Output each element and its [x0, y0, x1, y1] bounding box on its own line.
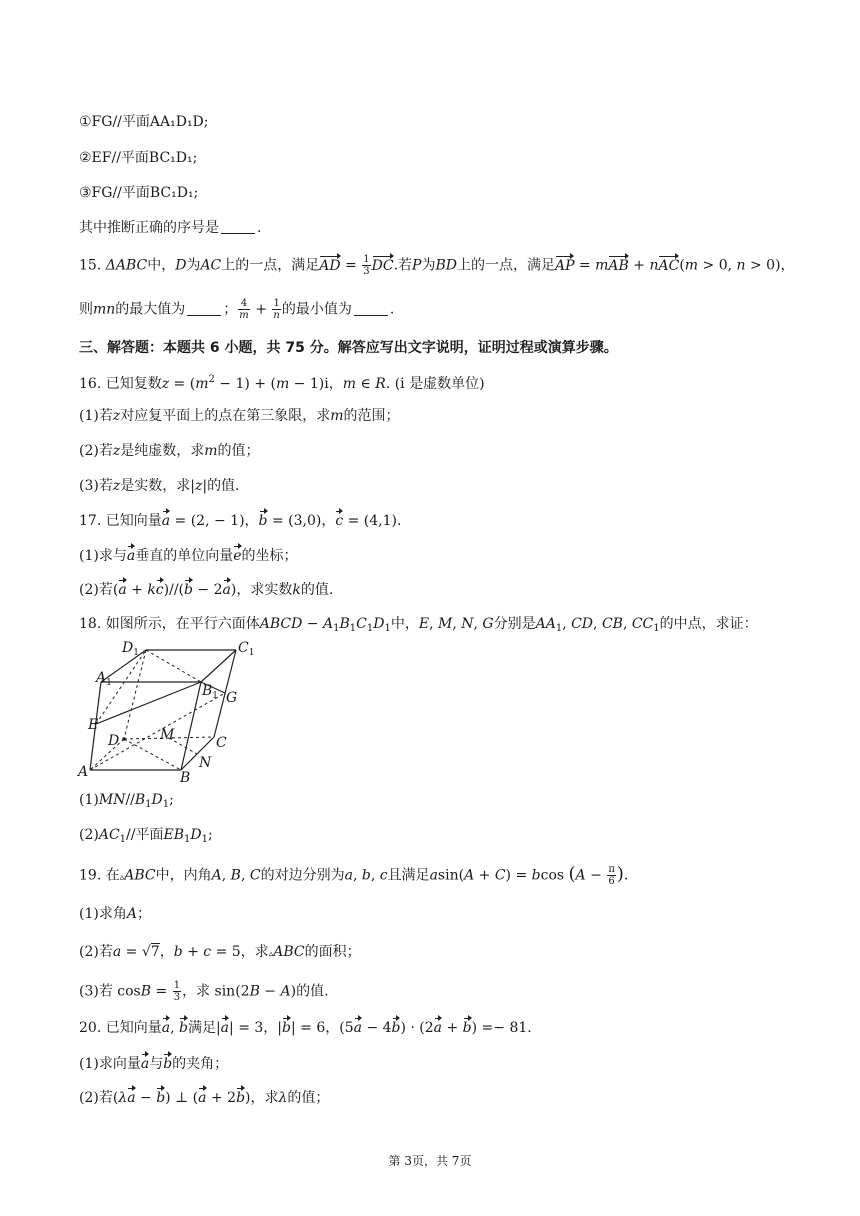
- svg-text:N: N: [199, 755, 212, 771]
- svg-text:D1: $D_1$: [122, 640, 139, 658]
- q14-prompt: 其中推断正确的序号是 .: [79, 220, 262, 236]
- q19-part-2: (2)若a = √7，b + c = 5，求▵ABC的面积；: [79, 944, 361, 960]
- q16-stem: 16. 已知复数$z = (m^2 - 1) + (m - 1)i$，m ∈ R. (i 是虚数单位): [79, 374, 485, 392]
- page-footer: 第 3页，共 7页: [388, 1154, 472, 1168]
- q19-part-3: (3)若 cosB = $\frac{1}{3}$ ，求 sin(2B − A)的值.: [79, 980, 329, 1003]
- svg-text:G: G: [226, 690, 238, 706]
- q14-item-3: ③FG//平面BC₁D₁;: [79, 185, 199, 201]
- answer-blank[interactable]: [221, 219, 255, 234]
- q18-part-1: $(1)MN//B_1D_1$;: [79, 792, 174, 810]
- q17-part-2: (2)若(a + kc)//(b − 2a)，求实数k的值.: [79, 582, 334, 598]
- q15-line-2: 则mn的最大值为 ； $\frac{4}{m}$ + $\frac{1}{n}$ 的最小值为 .: [79, 298, 395, 321]
- q18-part-2: $(2)AC_1//$平面$EB_1D_1$;: [79, 827, 213, 845]
- svg-text:E: E: [88, 717, 99, 733]
- svg-text:M: M: [160, 727, 175, 743]
- svg-text:C: C: [216, 735, 227, 751]
- q14-item-2: ②EF//平面BC₁D₁;: [79, 150, 198, 166]
- q17-part-1: (1)求与a垂直的单位向量e的坐标；: [79, 548, 298, 564]
- q16-part-1: (1)若z对应复平面上的点在第三象限，求m的范围；: [79, 408, 400, 424]
- answer-blank[interactable]: [354, 301, 388, 316]
- answer-blank[interactable]: [187, 301, 221, 316]
- svg-text:B1: $B_1$: [202, 683, 219, 701]
- q17-stem: 17. 已知向量a = (2, − 1)，b = (3,0)，c = (4,1).: [79, 513, 402, 529]
- svg-text:C1: $C_1$: [238, 640, 255, 658]
- parallelepiped-figure: [76, 636, 266, 784]
- q14-item-1: ①FG//平面AA₁D₁D;: [79, 114, 209, 130]
- svg-text:B: B: [180, 770, 191, 784]
- q15-line-1: 15. ΔABC中，D为AC上的一点，满足AD = $\frac{1}{3}$ DC.若P为BD上的一点，满足AP = mAB + nAC(m > 0, n > 0)，: [79, 254, 795, 277]
- q18-stem: 18. 如图所示，在平行六面体ABCD − $A_1B_1C_1D_1$中，E, M, N, G分别是$AA_1$, CD, CB, $CC_1$的中点，求证：: [79, 616, 758, 634]
- svg-text:A1: $A_1$: [96, 670, 112, 688]
- q20-part-1: (1)求向量a与b的夹角；: [79, 1056, 229, 1072]
- section-heading: 三、解答题：本题共 6 小题，共 75 分。解答应写出文字说明，证明过程或演算步骤。: [79, 340, 618, 356]
- q20-stem: 20. 已知向量a, b满足|a| = 3，|b| = 6，(5a − 4b) · (2a + b) =− 81.: [79, 1020, 532, 1036]
- q19-stem: 19. 在▵ABC中，内角A, B, C的对边分别为a, b, c且满足asin(A + C) = bcos (A − $\frac{\pi}{6}$ ).: [79, 863, 629, 887]
- q19-part-1: (1)求角A；: [79, 906, 151, 922]
- svg-text:D: D: [108, 733, 120, 749]
- q16-part-3: (3)若z是实数，求|z|的值.: [79, 478, 240, 494]
- svg-text:A: A: [78, 764, 89, 780]
- q16-part-2: (2)若z是纯虚数，求m的值；: [79, 443, 260, 459]
- q20-part-2: (2)若(λa − b) ⊥ (a + 2b)，求λ的值；: [79, 1090, 330, 1106]
